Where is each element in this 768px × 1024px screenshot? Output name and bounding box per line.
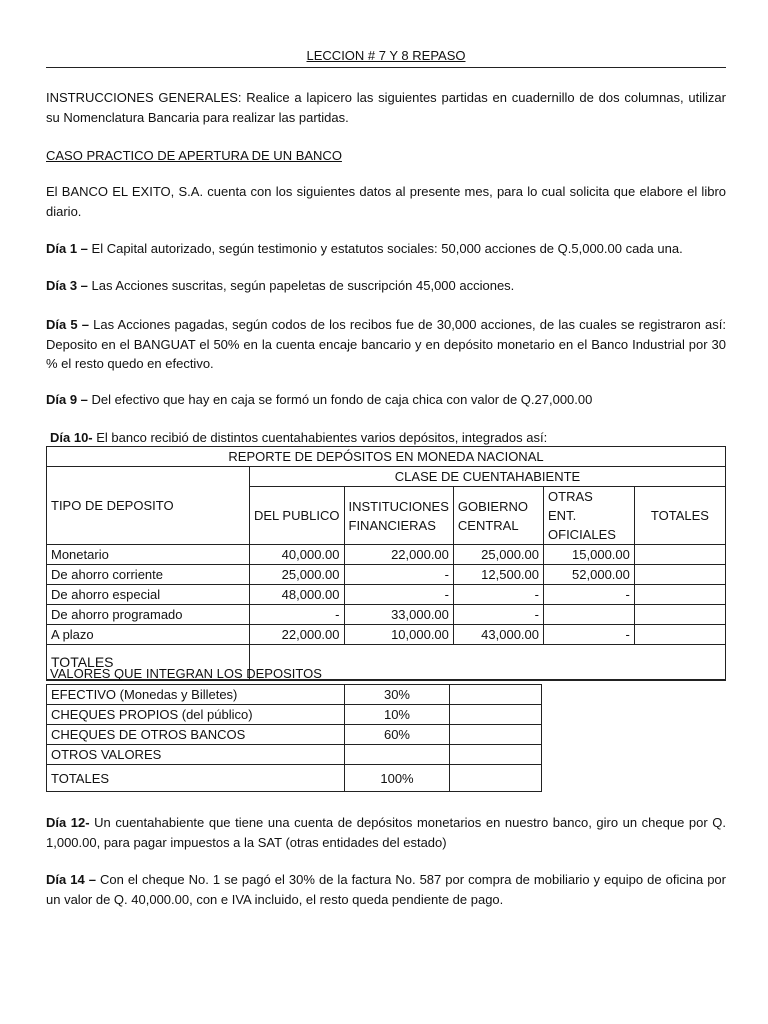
day-label: Día 1 –	[46, 241, 88, 256]
row-label: Monetario	[47, 545, 250, 565]
cell: 30%	[344, 685, 450, 705]
cell: 52,000.00	[544, 565, 635, 585]
cell	[450, 705, 542, 725]
instructions-paragraph: INSTRUCCIONES GENERALES: Realice a lapicero las siguientes partidas en cuadernillo de dos columnas, utilizar su Nomenclatura Bancaria para realizar las partidas.	[46, 90, 726, 125]
day-text: El banco recibió de distintos cuentahabientes varios depósitos, integrados así:	[92, 430, 548, 445]
type-of-deposit-header: TIPO DE DEPOSITO	[47, 467, 250, 545]
table-row	[47, 685, 542, 705]
cell	[450, 685, 542, 705]
day-14-entry	[46, 870, 726, 909]
row-label: De ahorro corriente	[47, 565, 250, 585]
cell: -	[344, 585, 453, 605]
cell: 43,000.00	[453, 625, 543, 645]
column-header: DEL PUBLICO	[250, 487, 345, 545]
day-5-entry	[46, 315, 726, 374]
cell: -	[453, 585, 543, 605]
cell: 60%	[344, 725, 450, 745]
deposit-values-table	[46, 684, 542, 792]
cell	[344, 745, 450, 765]
table-row	[47, 705, 542, 725]
intro-paragraph: El BANCO EL EXITO, S.A. cuenta con los siguientes datos al presente mes, para lo cual solicita que elabore el libro diario.	[46, 184, 726, 219]
cell: 10,000.00	[344, 625, 453, 645]
cell: 12,500.00	[453, 565, 543, 585]
table-row	[47, 585, 726, 605]
cell	[450, 765, 542, 792]
account-holder-class-header: CLASE DE CUENTAHABIENTE	[250, 467, 726, 487]
day-text: Las Acciones suscritas, según papeletas de suscripción 45,000 acciones.	[87, 278, 515, 293]
table-row	[47, 765, 542, 792]
cell: 33,000.00	[344, 605, 453, 625]
day-12-entry	[46, 813, 726, 852]
day-label: Día 3 –	[46, 278, 88, 293]
day-3-entry	[46, 276, 726, 296]
cell: -	[544, 585, 635, 605]
column-header: GOBIERNO CENTRAL	[453, 487, 543, 545]
day-label: Día 5 –	[46, 317, 89, 332]
day-label: Día 9 –	[46, 392, 88, 407]
cell: -	[344, 565, 453, 585]
deposit-table-title: REPORTE DE DEPÓSITOS EN MONEDA NACIONAL	[47, 447, 726, 467]
day-text: Con el cheque No. 1 se pagó el 30% de la factura No. 587 por compra de mobiliario y equipo de oficina por un valor de Q. 40,000.00, con e IVA incluido, el resto queda pendiente de pago.	[46, 872, 726, 907]
row-label: EFECTIVO (Monedas y Billetes)	[47, 685, 345, 705]
cell: 40,000.00	[250, 545, 345, 565]
table-row	[47, 745, 542, 765]
cell	[634, 585, 725, 605]
cell: -	[250, 605, 345, 625]
day-text: Un cuentahabiente que tiene una cuenta de depósitos monetarios en nuestro banco, giro un cheque por Q. 1,000.00, para pagar impuestos a la SAT (otras entidades del estado)	[46, 815, 726, 850]
day-label: Día 12-	[46, 815, 90, 830]
day-label: Día 14 –	[46, 872, 96, 887]
row-label: TOTALES	[47, 765, 345, 792]
day-text: Las Acciones pagadas, según codos de los recibos fue de 30,000 acciones, de las cuales se registraron así: Deposito en el BANGUAT el 50% en la cuenta encaje bancario y en depósito monetario en el Banco Industrial por 30 % el resto quedo en efectivo.	[46, 317, 726, 371]
cell: 48,000.00	[250, 585, 345, 605]
table-row	[47, 565, 726, 585]
cell: -	[453, 605, 543, 625]
page-title: LECCION # 7 Y 8 REPASO	[306, 48, 466, 63]
cell	[450, 745, 542, 765]
cell: 22,000.00	[250, 625, 345, 645]
title-divider	[46, 67, 726, 68]
table-row	[47, 605, 726, 625]
row-label: De ahorro programado	[47, 605, 250, 625]
table-row	[47, 725, 542, 745]
cell: 25,000.00	[453, 545, 543, 565]
day-text: El Capital autorizado, según testimonio y estatutos sociales: 50,000 acciones de Q.5,000.00 cada una.	[87, 241, 683, 256]
day-text: Del efectivo que hay en caja se formó un fondo de caja chica con valor de Q.27,000.00	[87, 392, 593, 407]
row-label: CHEQUES DE OTROS BANCOS	[47, 725, 345, 745]
row-label: CHEQUES PROPIOS (del público)	[47, 705, 345, 725]
cell	[634, 565, 725, 585]
row-label: OTROS VALORES	[47, 745, 345, 765]
day-9-entry	[46, 390, 726, 410]
values-table-title: VALORES QUE INTEGRAN LOS DEPOSITOS	[50, 666, 322, 681]
totals-label: TOTALES	[47, 645, 250, 681]
day-1-entry	[46, 239, 726, 259]
column-header: INSTITUCIONES FINANCIERAS	[344, 487, 453, 545]
day-10-entry	[50, 428, 730, 448]
column-header: OTRAS ENT. OFICIALES	[544, 487, 635, 545]
cell	[634, 545, 725, 565]
column-header: TOTALES	[634, 487, 725, 545]
day-label: Día 10-	[50, 430, 93, 445]
cell	[544, 605, 635, 625]
deposit-report-table	[46, 446, 726, 681]
cell	[634, 625, 725, 645]
case-heading: CASO PRACTICO DE APERTURA DE UN BANCO	[46, 148, 342, 163]
cell: 22,000.00	[344, 545, 453, 565]
row-label: A plazo	[47, 625, 250, 645]
cell: 10%	[344, 705, 450, 725]
cell	[450, 725, 542, 745]
row-label: De ahorro especial	[47, 585, 250, 605]
cell: 15,000.00	[544, 545, 635, 565]
cell	[634, 605, 725, 625]
cell: 25,000.00	[250, 565, 345, 585]
table-row	[47, 545, 726, 565]
cell: -	[544, 625, 635, 645]
table-row	[47, 625, 726, 645]
cell: 100%	[344, 765, 450, 792]
